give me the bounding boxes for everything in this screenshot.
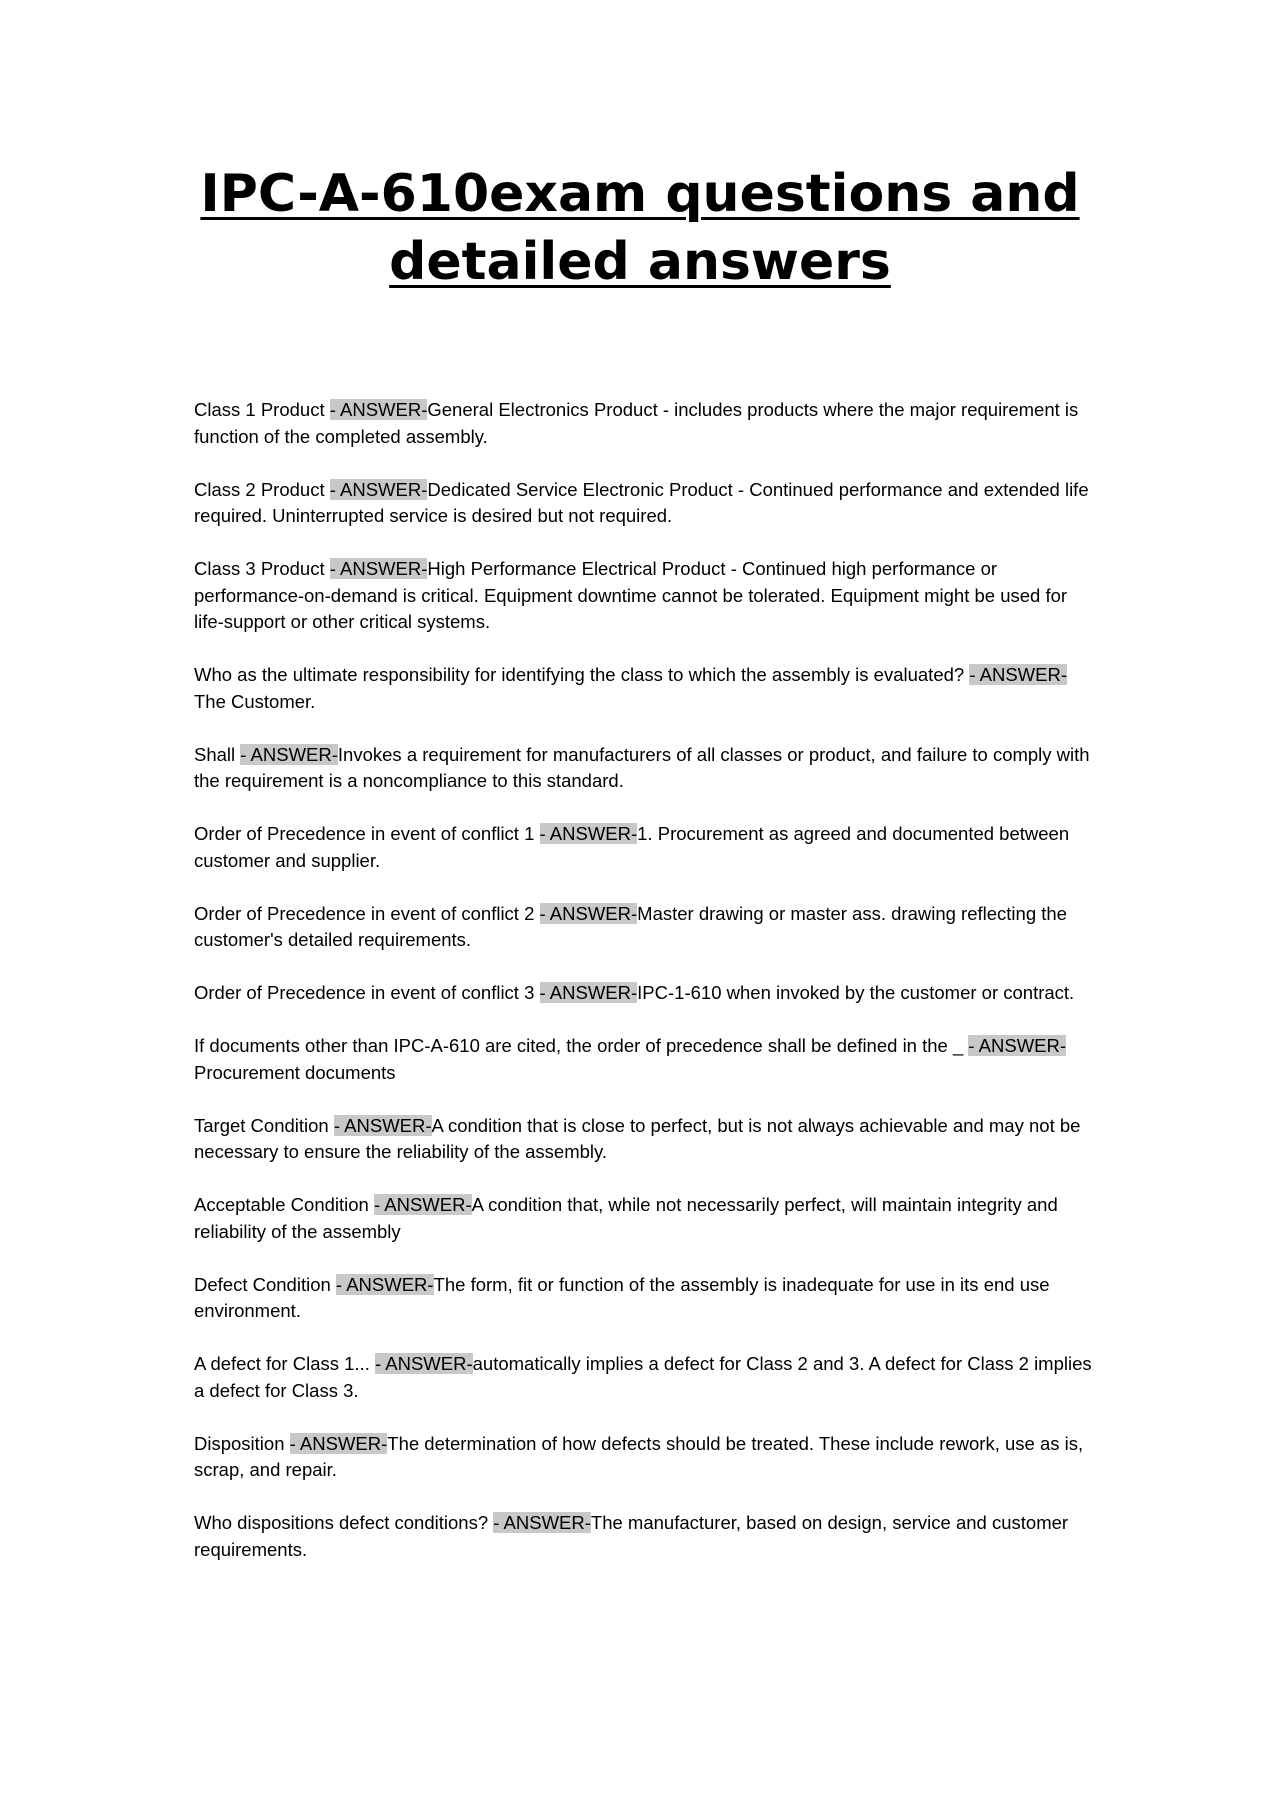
qa-item bbox=[194, 821, 1094, 874]
answer-marker: - ANSWER- bbox=[335, 1273, 434, 1295]
answer-text: The manufacturer, based on design, service and customer requirements. bbox=[194, 1512, 1069, 1560]
question-text: Who as the ultimate responsibility for identifying the class to which the assembly is evaluated? bbox=[194, 664, 970, 685]
question-text: Order of Precedence in event of conflict 2 bbox=[194, 902, 540, 924]
answer-marker: - ANSWER- bbox=[289, 1432, 388, 1454]
qa-item bbox=[194, 1113, 1094, 1166]
qa-item bbox=[194, 1033, 1094, 1086]
title-line-1: IPC-A-610exam questions and bbox=[200, 164, 1080, 224]
qa-item bbox=[194, 397, 1094, 450]
answer-marker: - ANSWER- bbox=[329, 478, 428, 500]
answer-marker: - ANSWER- bbox=[539, 982, 638, 1003]
question-text: Class 2 Product bbox=[194, 478, 330, 500]
answer-text: Master drawing or master ass. drawing reflecting the customer's detailed requirements. bbox=[194, 902, 1067, 950]
qa-item bbox=[194, 556, 1094, 636]
document-title bbox=[0, 160, 1280, 296]
answer-marker: - ANSWER- bbox=[329, 558, 428, 579]
answer-text: Procurement documents bbox=[194, 1061, 396, 1083]
answer-marker: - ANSWER- bbox=[373, 1194, 472, 1215]
question-text: Target Condition bbox=[194, 1114, 334, 1136]
question-text: Who dispositions defect conditions? bbox=[194, 1512, 494, 1533]
question-text: Order of Precedence in event of conflict 1 bbox=[194, 823, 540, 844]
question-text: Class 1 Product bbox=[194, 399, 330, 420]
question-text: Defect Condition bbox=[194, 1273, 336, 1295]
qa-item bbox=[194, 1192, 1094, 1245]
answer-text: General Electronics Product - includes products where the major requirement is function of the completed assembly. bbox=[194, 399, 1079, 447]
answer-text: The form, fit or function of the assembly is inadequate for use in its end use environment. bbox=[194, 1273, 1050, 1321]
answer-marker: - ANSWER- bbox=[539, 823, 638, 844]
qa-item bbox=[194, 901, 1094, 954]
answer-marker: - ANSWER- bbox=[329, 399, 428, 420]
answer-text: The determination of how defects should be treated. These include rework, use as is, scrap, and repair. bbox=[194, 1432, 1084, 1480]
question-text: Disposition bbox=[194, 1432, 290, 1454]
answer-marker: - ANSWER- bbox=[493, 1512, 591, 1533]
answer-text: A condition that, while not necessarily perfect, will maintain integrity and reliability of the assembly bbox=[194, 1194, 1058, 1242]
answer-text: IPC-1-610 when invoked by the customer or contract. bbox=[637, 982, 1075, 1003]
qa-item bbox=[194, 980, 1094, 1007]
qa-item bbox=[194, 742, 1094, 795]
title-line-2: detailed answers bbox=[389, 232, 891, 292]
answer-marker: - ANSWER- bbox=[968, 1035, 1067, 1056]
answer-text: A condition that is close to perfect, but is not always achievable and may not be necessary to ensure the reliability of the assembly. bbox=[194, 1114, 1081, 1162]
answer-marker: - ANSWER- bbox=[240, 743, 338, 765]
answer-text: 1. Procurement as agreed and documented between customer and supplier. bbox=[194, 823, 1070, 871]
answer-marker: - ANSWER- bbox=[333, 1114, 432, 1136]
qa-item bbox=[194, 1351, 1094, 1404]
answer-text: High Performance Electrical Product - Continued high performance or performance-on-demand is critical. Equipment downtime cannot be tolerated. Equipment might be used for life-support or other critical systems. bbox=[194, 558, 1068, 632]
qa-list bbox=[194, 397, 1094, 1590]
answer-text: Invokes a requirement for manufacturers of all classes or product, and failure to comply with the requirement is a noncompliance to this standard. bbox=[194, 743, 1090, 791]
answer-marker: - ANSWER- bbox=[374, 1353, 473, 1374]
question-text: A defect for Class 1... bbox=[194, 1353, 375, 1374]
qa-item bbox=[194, 477, 1094, 530]
answer-marker: - ANSWER- bbox=[539, 902, 638, 924]
qa-item bbox=[194, 1431, 1094, 1484]
question-text: Shall bbox=[194, 743, 241, 765]
question-text: If documents other than IPC-A-610 are cited, the order of precedence shall be defined in the _ bbox=[194, 1035, 969, 1056]
qa-item bbox=[194, 1272, 1094, 1325]
qa-item bbox=[194, 1510, 1094, 1563]
answer-text: Dedicated Service Electronic Product - Continued performance and extended life required. Uninterrupted service is desired but not required. bbox=[194, 478, 1089, 526]
answer-text: The Customer. bbox=[194, 690, 316, 712]
answer-marker: - ANSWER- bbox=[969, 664, 1067, 685]
answer-text: automatically implies a defect for Class 2 and 3. A defect for Class 2 implies a defect for Class 3. bbox=[194, 1353, 1092, 1401]
qa-item bbox=[194, 662, 1094, 715]
question-text: Order of Precedence in event of conflict 3 bbox=[194, 982, 540, 1003]
question-text: Acceptable Condition bbox=[194, 1194, 374, 1215]
question-text: Class 3 Product bbox=[194, 558, 330, 579]
